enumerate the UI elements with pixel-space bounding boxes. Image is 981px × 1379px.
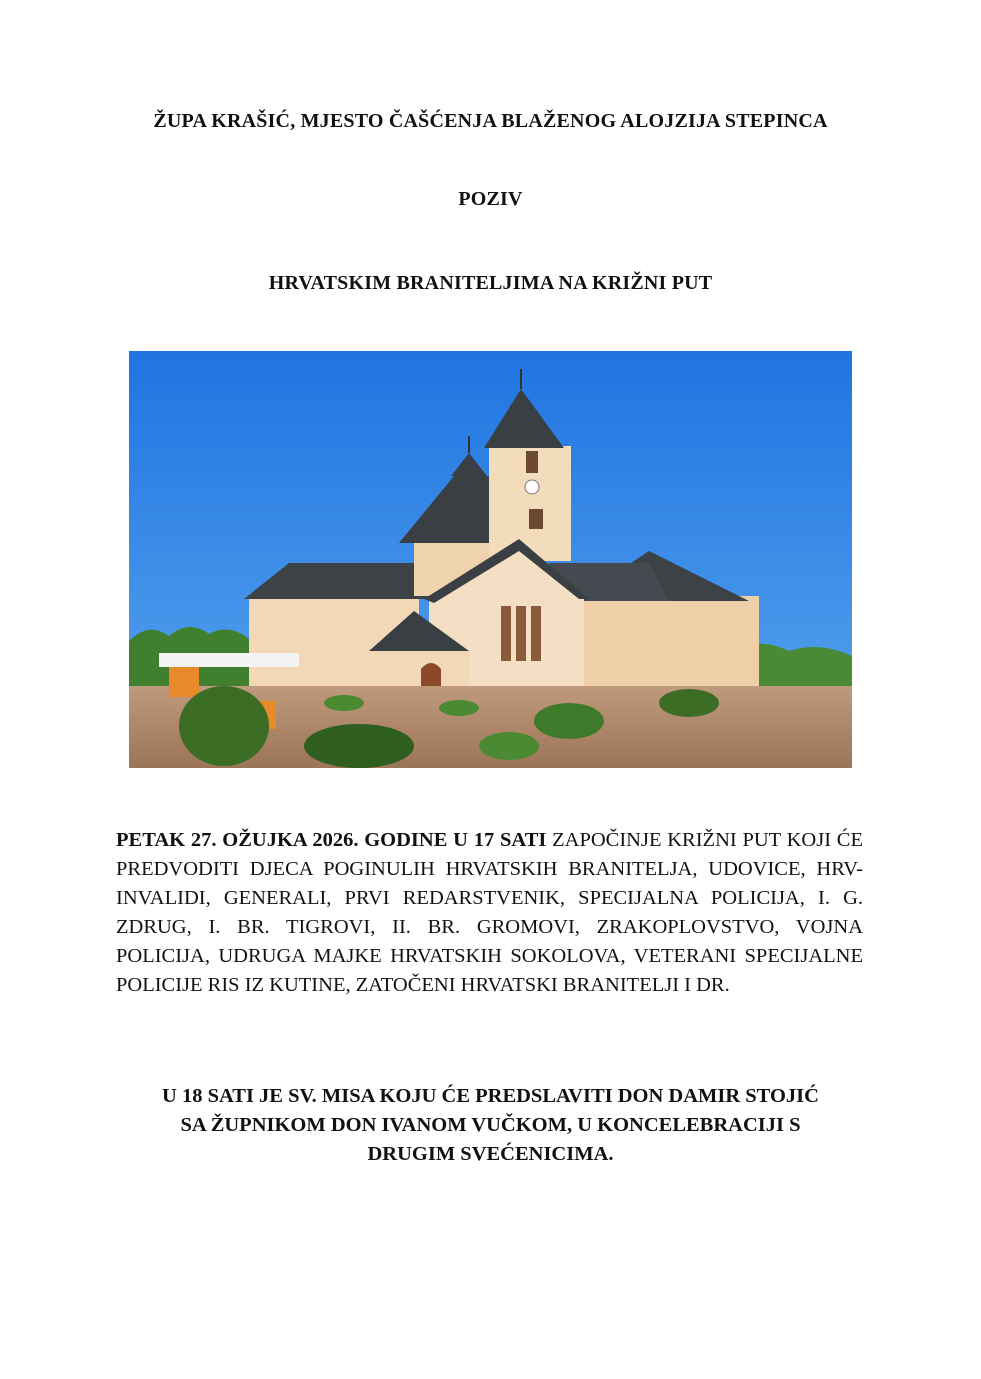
parish-heading: ŽUPA KRAŠIĆ, MJESTO ČAŠĆENJA BLAŽENOG ALOJZIJA STEPINCA bbox=[153, 110, 828, 132]
mass-line: SA ŽUPNIKOM DON IVANOM VUČKOM, U KONCELEBRACIJI S bbox=[180, 1114, 801, 1136]
announcement-text: ZAPOČINJE KRIŽNI PUT KOJI ĆE PREDVODITI DJECA POGINULIH HRVATSKIH BRANITELJA, UDOVICE, HRV-INVALIDI, GENERALI, PRVI REDARSTVENIK, SPECIJALNA POLICIJA, I. G. ZDRUG, I. BR. TIGROVI, II. BR. GROMOVI, ZRAKOPLOVSTVO, VOJNA POLICIJA, UDRUGA MAJKE HRVATSKIH SOKOLOVA, VETERANI SPECIJALNE POLICIJE RIS IZ KUTINE, ZATOČENI HRVATSKI BRANITELJI I DR. bbox=[116, 829, 863, 996]
invitation-subtitle: HRVATSKIM BRANITELJIMA NA KRIŽNI PUT bbox=[268, 272, 713, 294]
mass-line: U 18 SATI JE SV. MISA KOJU ĆE PREDSLAVITI DON DAMIR STOJIĆ bbox=[162, 1085, 819, 1107]
church-photo bbox=[129, 351, 852, 768]
date-time-highlight: PETAK 27. OŽUJKA 2026. GODINE U 17 SATI bbox=[116, 829, 547, 851]
announcement-paragraph bbox=[116, 826, 863, 1000]
mass-announcement bbox=[100, 1082, 881, 1169]
mass-line: DRUGIM SVEĆENICIMA. bbox=[367, 1143, 614, 1165]
invitation-title: POZIV bbox=[458, 188, 523, 210]
